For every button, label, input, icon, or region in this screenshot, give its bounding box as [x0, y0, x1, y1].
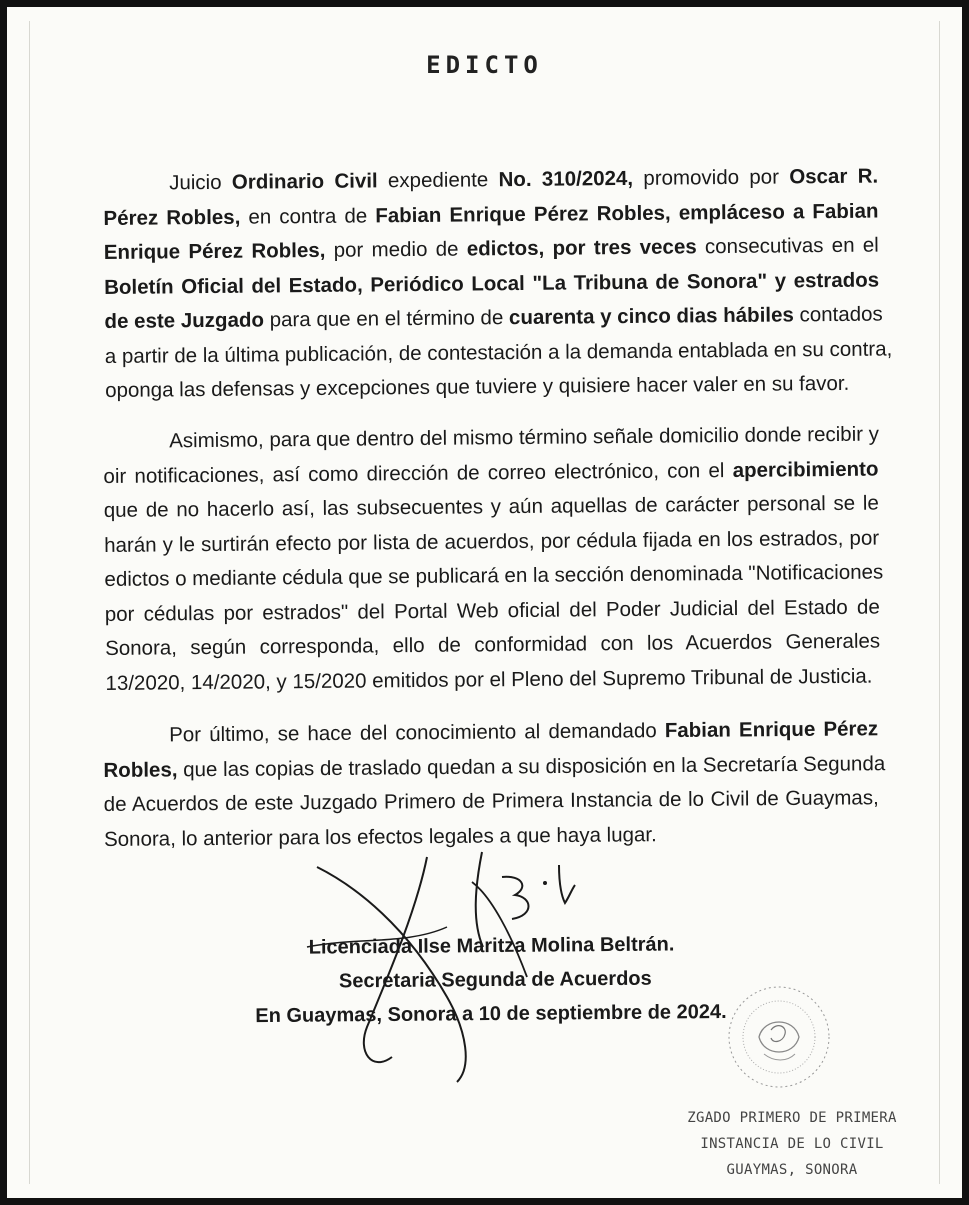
stamp-line-1: ZGADO PRIMERO DE PRIMERA	[687, 1110, 897, 1126]
paragraph-2	[103, 418, 884, 701]
text-run: Asimismo, para que dentro del mismo término señale domicilio donde recibir y	[169, 422, 880, 453]
bold-run: Fabian Enrique Pérez	[664, 717, 879, 743]
bold-run: Pérez Robles,	[103, 205, 241, 230]
text-run: por medio de	[325, 237, 467, 262]
text-run	[544, 237, 553, 260]
bold-run: por tres veces	[552, 235, 697, 260]
signatory-role: Secretaria Segunda de Acuerdos	[338, 967, 652, 993]
official-seal	[719, 982, 839, 1092]
text-run: por cédulas por estrados" del Portal Web oficial del Poder Judicial del Estado de	[104, 595, 880, 626]
text-line	[104, 781, 879, 822]
stamp-line-2: INSTANCIA DE LO CIVIL	[700, 1136, 884, 1152]
bold-run: empláceso a Fabian	[678, 199, 879, 224]
text-run: promovido por	[632, 165, 790, 190]
text-run: expediente	[377, 168, 499, 193]
text-run: consecutivas en el	[696, 233, 879, 259]
text-run: 13/2020, 14/2020, y 15/2020 emitidos por el Pleno del Supremo Tribunal de Justicia.	[105, 664, 873, 695]
paragraph-1	[103, 160, 893, 409]
text-run: oir notificaciones, así como dirección de correo electrónico, con el	[103, 458, 733, 488]
stamp-line-3: GUAYMAS, SONORA	[726, 1162, 858, 1178]
text-run: para que en el término de	[263, 306, 510, 332]
bold-run: cuarenta y cinco dias hábiles	[508, 303, 794, 330]
text-run: Por último, se hace del conocimiento al demandado	[169, 719, 665, 747]
bold-run: edictos,	[466, 236, 545, 261]
place-and-date: En Guaymas, Sonora a 10 de septiembre de 2024.	[255, 1000, 727, 1028]
bold-run: Boletín Oficial del Estado, Periódico Local "La Tribuna de Sonora" y estrados	[104, 268, 880, 299]
text-run: Juicio	[169, 170, 232, 195]
text-run: que las copias de traslado quedan a su disposición en la Secretaría Segunda	[177, 751, 886, 781]
bold-run: apercibimiento	[732, 457, 879, 482]
document-title: EDICTO	[426, 51, 543, 79]
text-run: a partir de la última publicación, de contestación a la demanda entablada en su contra,	[104, 336, 893, 368]
text-run: edictos o mediante cédula que se publicará en la sección denominada "Notificaciones	[104, 560, 884, 591]
signature-block	[247, 927, 748, 1033]
bold-run: Enrique Pérez Robles,	[103, 238, 326, 264]
text-run: Sonora, lo anterior para los efectos legales a que haya lugar.	[103, 822, 657, 851]
bold-run: Robles,	[103, 757, 178, 782]
text-run: contados	[793, 302, 883, 327]
text-run: que de no hacerlo así, las subsecuentes y aún aquellas de carácter personal se le	[103, 491, 879, 522]
bold-run: Ordinario Civil	[231, 169, 378, 194]
text-run: harán y le surtirán efecto por lista de acuerdos, por cédula fijada en los estrados, por	[104, 526, 880, 557]
text-run: oponga las defensas y excepciones que tuviere y quisiere hacer valer en su favor.	[105, 371, 850, 402]
bold-run: Fabian Enrique Pérez Robles,	[375, 201, 671, 227]
court-stamp	[662, 1105, 922, 1183]
bold-run: de este Juzgado	[104, 308, 265, 333]
text-run: en contra de	[240, 203, 376, 229]
bold-run: No. 310/2024,	[498, 166, 634, 192]
text-run: de Acuerdos de este Juzgado Primero de Primera Instancia de lo Civil de Guaymas,	[103, 786, 879, 816]
text-run: Sonora, según corresponda, ello de conformidad con los Acuerdos Generales	[105, 629, 881, 660]
bold-run: Oscar R.	[789, 164, 879, 189]
signatory-name: Licenciada Ilse Maritza Molina Beltrán.	[308, 933, 675, 959]
